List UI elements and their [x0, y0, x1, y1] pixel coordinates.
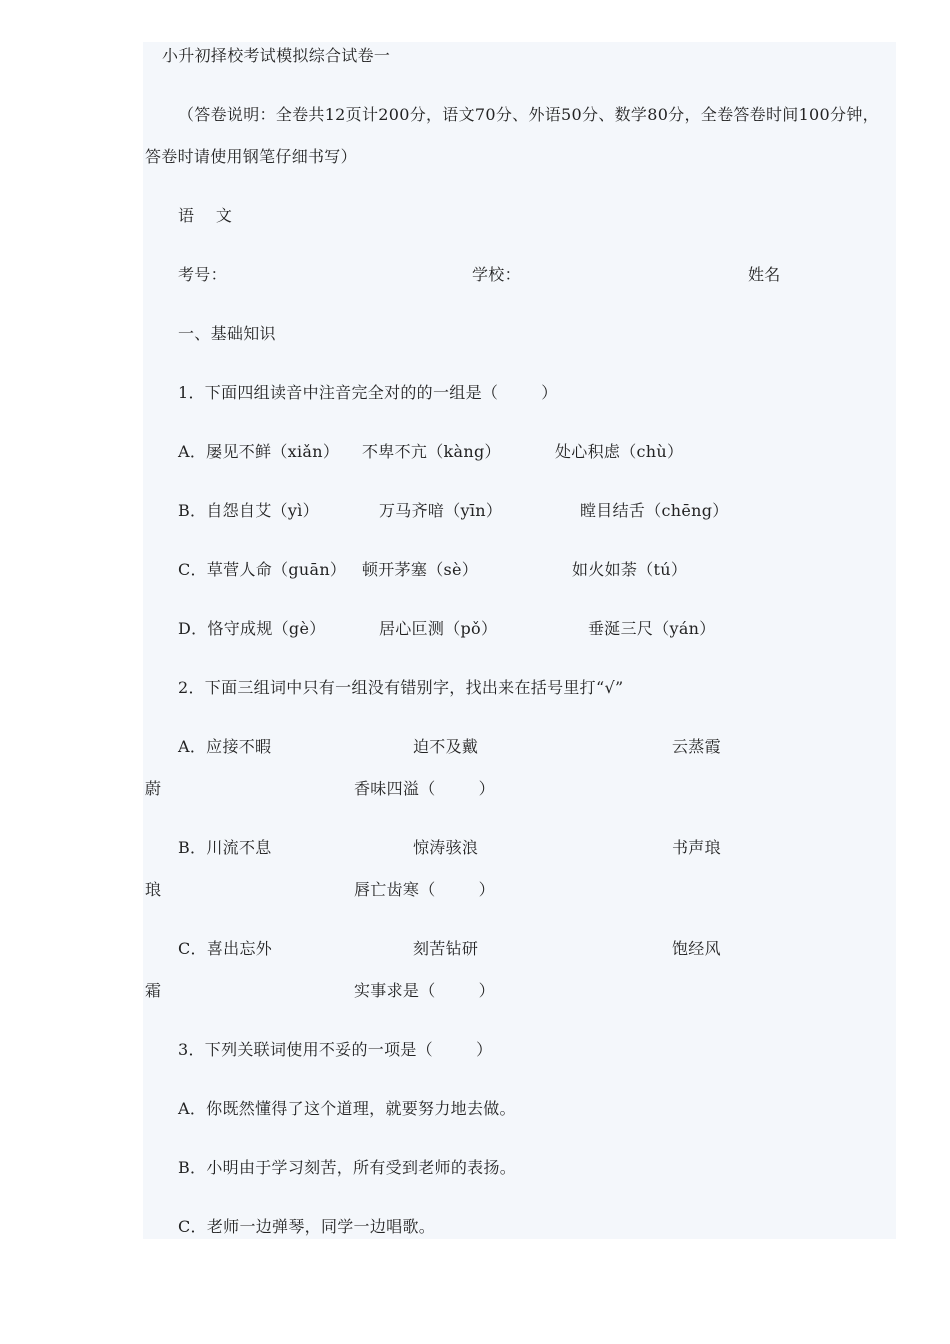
q2-option-a-3: 云蒸霞	[672, 737, 721, 756]
subject-heading: 语 文	[178, 206, 233, 225]
q1-option-a-2: 不卑不亢（kàng）	[362, 442, 501, 461]
q1-option-d-1: D．恪守成规（gè）	[178, 619, 326, 638]
q3-option-a: A．你既然懂得了这个道理，就要努力地去做。	[178, 1099, 516, 1118]
q1-option-b-2: 万马齐喑（yīn）	[379, 501, 503, 520]
q2-option-c-3: 饱经风	[672, 939, 721, 958]
q2-option-c-2: 刻苦钻研	[413, 939, 479, 958]
instructions-line-1: （答卷说明：全卷共12页计200分，语文70分、外语50分、数学80分，全卷答卷时间100分钟，	[178, 105, 879, 124]
exam-number-label: 考号：	[178, 265, 227, 284]
q1-option-c-1: C．草菅人命（guān）	[178, 560, 347, 579]
q2-option-b-1: B．川流不息	[178, 838, 272, 857]
q2-option-c-4: 实事求是（ ）	[354, 981, 495, 1000]
school-label: 学校：	[472, 265, 521, 284]
q1-option-d-3: 垂涎三尺（yán）	[588, 619, 716, 638]
section-heading: 一、基础知识	[178, 324, 276, 343]
q3-option-c: C．老师一边弹琴，同学一边唱歌。	[178, 1217, 436, 1236]
q1-option-b-1: B．自怨自艾（yì）	[178, 501, 319, 520]
q1-option-d-2: 居心叵测（pǒ）	[379, 619, 498, 638]
q1-option-b-3: 瞠目结舌（chēng）	[580, 501, 729, 520]
q1-option-c-3: 如火如荼（tú）	[572, 560, 688, 579]
instructions-line-2: 答卷时请使用钢笔仔细书写）	[145, 147, 357, 166]
q2-option-b-4: 唇亡齿寒（ ）	[354, 880, 495, 899]
q2-option-c-1: C．喜出忘外	[178, 939, 273, 958]
exam-title: 小升初择校考试模拟综合试卷一	[162, 46, 391, 65]
q1-option-c-2: 顿开茅塞（sè）	[362, 560, 479, 579]
q2-option-b-3: 书声琅	[672, 838, 721, 857]
q2-option-a-1: A．应接不暇	[178, 737, 272, 756]
question-2-stem: 2．下面三组词中只有一组没有错别字，找出来在括号里打“√”	[178, 678, 624, 697]
q2-option-b-2: 惊涛骇浪	[413, 838, 479, 857]
q2-option-b-3-cont: 琅	[145, 880, 162, 899]
q2-option-a-3-cont: 蔚	[145, 779, 162, 798]
q3-option-b: B．小明由于学习刻苦，所有受到老师的表扬。	[178, 1158, 517, 1177]
q1-option-a-3: 处心积虑（chù）	[555, 442, 684, 461]
q1-option-a-1: A．屡见不鲜（xiǎn）	[178, 442, 340, 461]
question-3-stem: 3．下列关联词使用不妥的一项是（ ）	[178, 1040, 493, 1059]
q2-option-c-3-cont: 霜	[145, 981, 162, 1000]
q2-option-a-2: 迫不及戴	[413, 737, 479, 756]
q2-option-a-4: 香味四溢（ ）	[354, 779, 495, 798]
question-1-stem: 1．下面四组读音中注音完全对的的一组是（ ）	[178, 383, 558, 402]
name-label: 姓名	[748, 265, 781, 284]
